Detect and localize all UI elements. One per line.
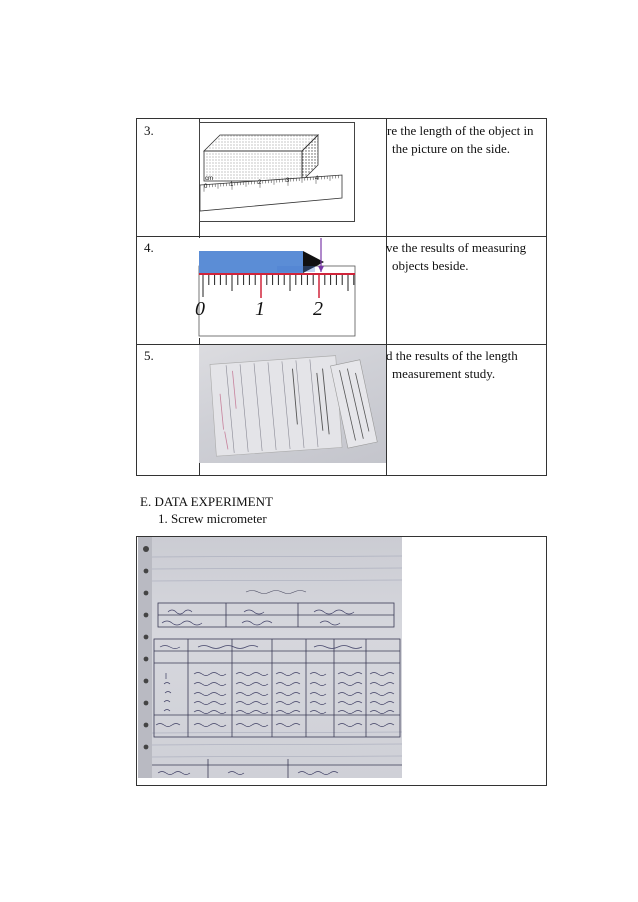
ruler-tick-label: 2 [313, 298, 323, 320]
row-text-line: the picture on the side. [392, 141, 511, 156]
notes-photo-drawing [199, 345, 386, 463]
row-number: 4. [144, 240, 154, 255]
ruler-tick-label: 0 [195, 298, 205, 320]
section-heading: E. DATA EXPERIMENT [140, 494, 273, 509]
data-sheet-drawing [138, 537, 402, 778]
table-row-divider [136, 236, 547, 237]
ruler-tick-label: 1 [255, 298, 265, 320]
micrometer-data-photo [138, 537, 402, 778]
row-number: 5. [144, 348, 154, 363]
pencil-ruler-drawing [199, 238, 355, 338]
row-text-line: re the length of the object in [387, 123, 534, 138]
ruler-unit-label: cm [205, 176, 213, 182]
table-column-divider [386, 118, 387, 476]
ruler-tick-label: 4 [315, 176, 319, 182]
ruler-tick-label: 2 [258, 180, 262, 186]
block-ruler-drawing [200, 123, 356, 223]
row-number: 3. [144, 123, 154, 138]
row-text-line: ve the results of measuring [386, 240, 527, 255]
pencil-on-ruler-figure [195, 238, 355, 338]
section-subheading: 1. Screw micrometer [158, 511, 267, 526]
row-text-line: d the results of the length [386, 348, 518, 363]
block-on-ruler-figure [199, 122, 355, 222]
row-text-line: objects beside. [392, 258, 469, 273]
ruler-tick-label: 1 [230, 182, 234, 188]
ruler-tick-label: 3 [286, 178, 290, 184]
row-text-line: measurement study. [392, 366, 496, 381]
ruler-tick-label: 0 [204, 184, 208, 190]
handwritten-notes-photo [199, 345, 386, 463]
